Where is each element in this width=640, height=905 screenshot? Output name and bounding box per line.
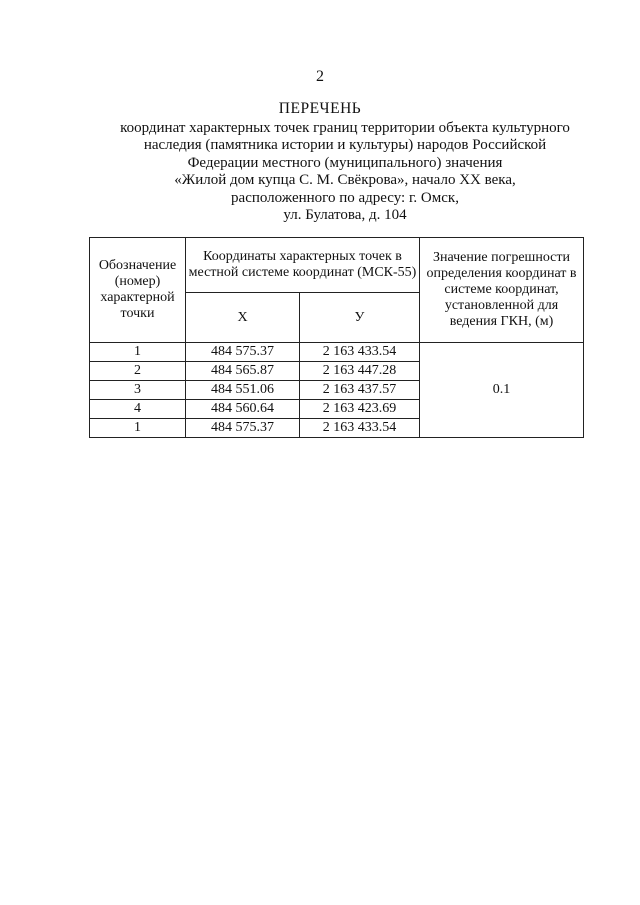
cell-y: 2 163 433.54: [300, 419, 420, 438]
subtitle-line: наследия (памятника истории и культуры) народов Российской: [143, 137, 547, 154]
subtitle-line: ул. Булатова, д. 104: [283, 207, 407, 224]
header-error: Значение погрешности определения координат в системе координат, установленной для ведения ГКН, (м): [420, 238, 584, 343]
cell-y: 2 163 447.28: [300, 362, 420, 381]
cell-point: 1: [90, 419, 186, 438]
cell-x: 484 560.64: [186, 400, 300, 419]
cell-x: 484 551.06: [186, 381, 300, 400]
cell-error-value: 0.1: [420, 343, 584, 438]
coordinates-table: [89, 237, 584, 438]
cell-y: 2 163 433.54: [300, 343, 420, 362]
table-header-row: [90, 238, 584, 293]
cell-point: 2: [90, 362, 186, 381]
subtitle-line: Федерации местного (муниципального) значения: [187, 154, 503, 171]
cell-point: 1: [90, 343, 186, 362]
cell-x: 484 565.87: [186, 362, 300, 381]
document-subtitle: [110, 120, 580, 224]
subtitle-line: «Жилой дом купца С. М. Свёкрова», начало XX века,: [174, 172, 516, 189]
header-designation: Обозначение (номер) характерной точки: [90, 238, 186, 343]
header-y: У: [300, 293, 420, 343]
subtitle-line: расположенного по адресу: г. Омск,: [231, 189, 459, 206]
cell-y: 2 163 423.69: [300, 400, 420, 419]
cell-y: 2 163 437.57: [300, 381, 420, 400]
cell-x: 484 575.37: [186, 419, 300, 438]
cell-x: 484 575.37: [186, 343, 300, 362]
subtitle-line: координат характерных точек границ территории объекта культурного: [120, 120, 570, 136]
header-x: Х: [186, 293, 300, 343]
header-coordinates: Координаты характерных точек в местной системе координат (МСК-55): [186, 238, 420, 293]
page-number: 2: [316, 68, 324, 85]
cell-point: 3: [90, 381, 186, 400]
cell-point: 4: [90, 400, 186, 419]
table-row: [90, 343, 584, 362]
document-title: ПЕРЕЧЕНЬ: [278, 100, 362, 117]
